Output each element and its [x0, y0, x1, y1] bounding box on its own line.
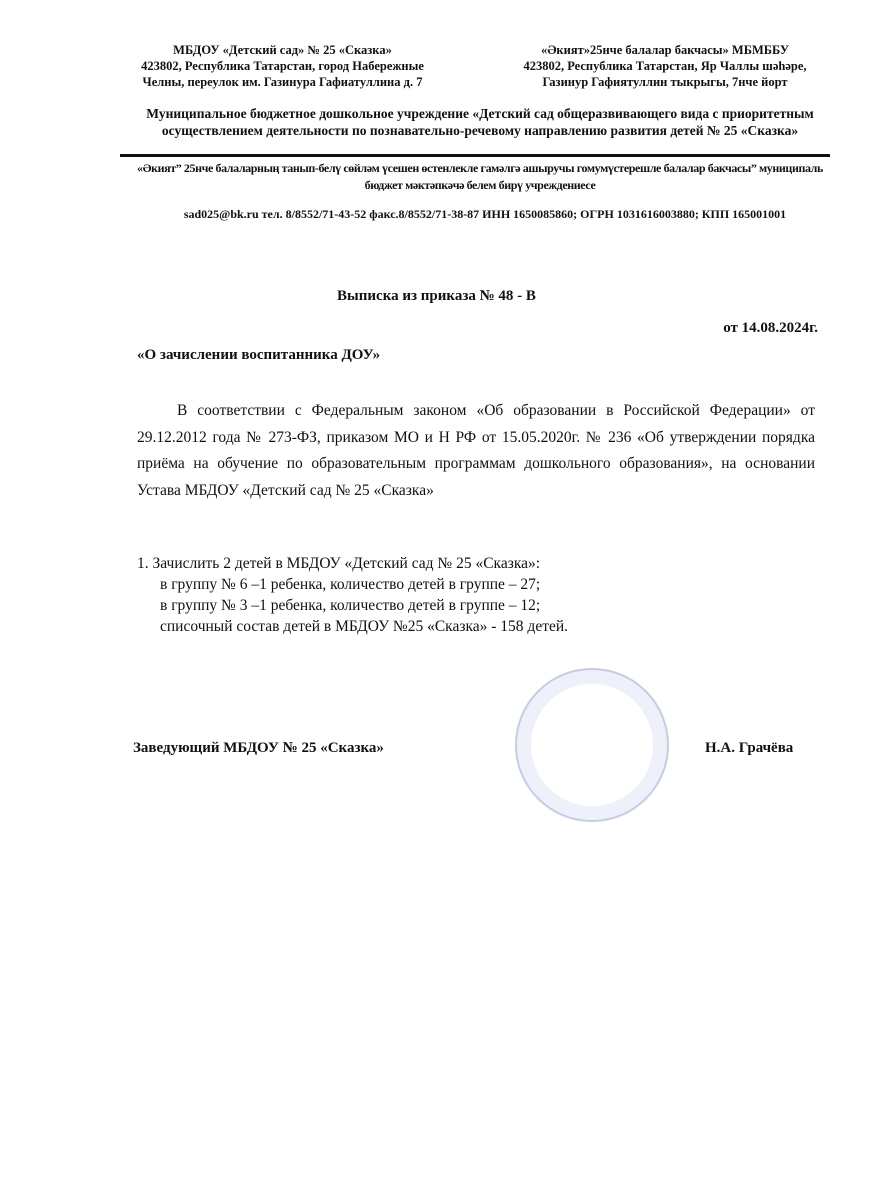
list-line: в группу № 3 –1 ребенка, количество детей в группе – 12; — [160, 597, 541, 614]
list-line: в группу № 6 –1 ребенка, количество детей в группе – 27; — [160, 576, 541, 593]
header-left-line: 423802, Республика Татарстан, город Набережные — [141, 59, 424, 73]
order-list — [137, 553, 568, 637]
document-title: Выписка из приказа № 48 - В — [337, 288, 536, 304]
org-name: Муниципальное бюджетное дошкольное учреждение «Детский сад общеразвивающего вида с приоритетным осуществлением деятельности по познавательно-речевому направлению развития детей № 25 «Сказка» — [146, 106, 814, 138]
document-subject: «О зачислении воспитанника ДОУ» — [137, 347, 381, 363]
header-divider — [120, 154, 830, 157]
body-text — [137, 398, 815, 504]
header-left — [105, 42, 460, 90]
body-paragraph: В соответствии с Федеральным законом «Об образовании в Российской Федерации» от 29.12.2012 года № 273-ФЗ, приказом МО и Н РФ от 15.05.2020г. № 236 «Об утверждении порядка приёма на обучение по образовательным программам дошкольного образования», на основании Устава МБДОУ «Детский сад № 25 «Сказка» — [137, 402, 815, 499]
header-right-line: «Әкият»25нче балалар бакчасы» МБМББУ — [540, 43, 790, 57]
header-right-line: Газинур Гафиятуллин тыкрыгы, 7нче йорт — [542, 75, 788, 89]
document-date: от 14.08.2024г. — [723, 320, 818, 336]
header-right-line: 423802, Республика Татарстан, Яр Чаллы шәһәре, — [523, 59, 807, 73]
contacts: sad025@bk.ru тел. 8/8552/71-43-52 факс.8/8552/71-38-87 ИНН 1650085860; ОГРН 1031616003880; КПП 165001001 — [183, 207, 787, 221]
seal-stamp — [515, 668, 669, 822]
header-right — [480, 42, 850, 90]
header-left-line: МБДОУ «Детский сад» № 25 «Сказка» — [173, 43, 392, 57]
header-left-line: Челны, переулок им. Газинура Гафиатуллина д. 7 — [142, 75, 423, 89]
org-name-tatar: «Әкият” 25нче балаларның танып-белү сөйләм үсешен өстенлекле гамәлгә ашыручы гомумүстерешле балалар бакчасы” муниципаль бюджет мәктәпкәчә белем бирү учреждениесе — [137, 161, 823, 192]
signature-name: Н.А. Грачёва — [705, 740, 794, 756]
list-item: 1. Зачислить 2 детей в МБДОУ «Детский сад № 25 «Сказка»: — [137, 555, 541, 572]
signature-position: Заведующий МБДОУ № 25 «Сказка» — [133, 740, 384, 756]
list-line: списочный состав детей в МБДОУ №25 «Сказка» - 158 детей. — [160, 618, 569, 635]
